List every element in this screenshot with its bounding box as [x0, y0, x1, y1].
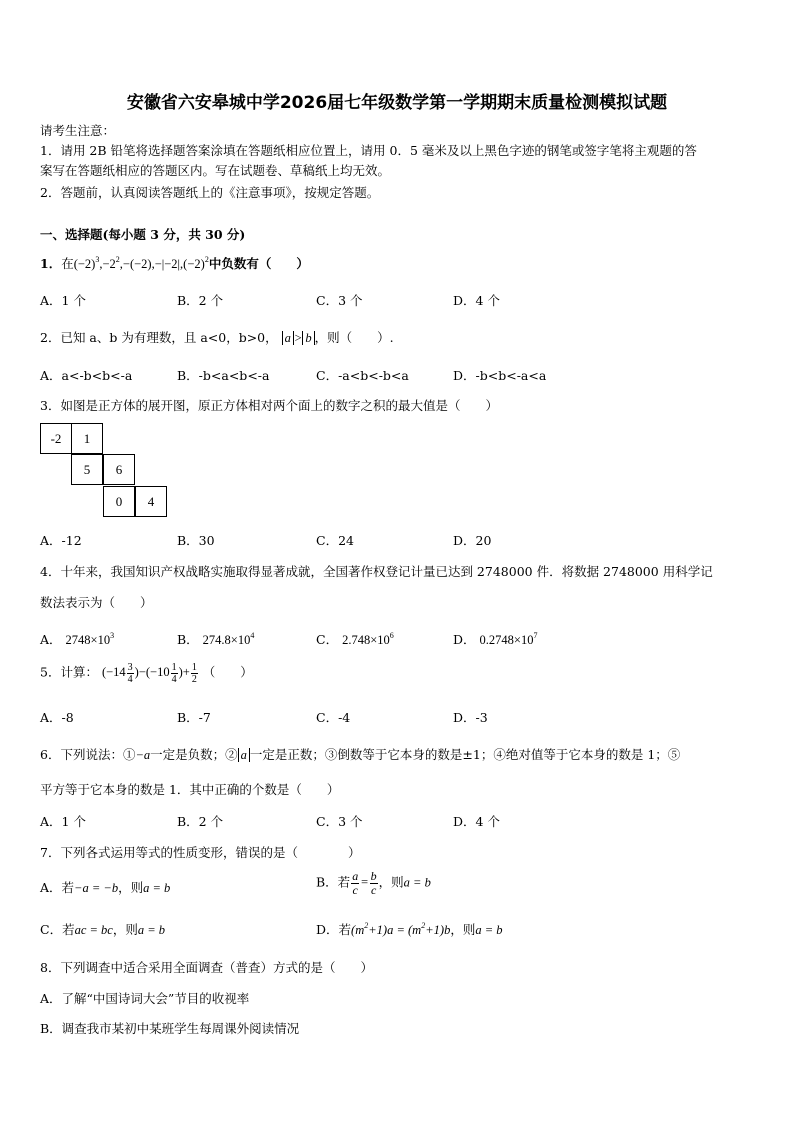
question-3: 3．如图是正方体的展开图，原正方体相对两个面上的数字之积的最大值是（ ）: [40, 398, 498, 413]
q2-option-d: D．-b<b<-a<a: [453, 368, 547, 383]
q1-number: 1．: [40, 256, 62, 271]
net-cell: 6: [103, 454, 135, 485]
q5-option-a: A．-8: [40, 710, 74, 725]
question-5: [40, 662, 253, 685]
q2-post: ，则（ ）.: [314, 330, 394, 345]
q5-option-b: B．-7: [177, 710, 211, 725]
q6-option-d: D．4 个: [453, 814, 500, 829]
q4-option-c: C． $2.748\times 10^6$: [316, 631, 394, 647]
cube-net-figure: [40, 423, 170, 518]
q3-option-c: C．24: [316, 533, 354, 548]
question-2: [40, 328, 394, 346]
q2-option-b: B．-b<a<b<-a: [177, 368, 270, 383]
q1-expression: $(-2)^3,-2^2,-(-2),-|-2|,(-2)^2$: [73, 255, 209, 271]
notice-heading: 请考生注意：: [40, 123, 116, 138]
q5-option-c: C．-4: [316, 710, 351, 725]
q1-option-b: B．2 个: [177, 293, 224, 308]
q5-post: （ ）: [202, 664, 253, 680]
q5-expression: (−14 $\frac{3}{4}$ )−(−10 $\frac{1}{4}$ )+ $\frac{1}{2}$: [101, 662, 197, 685]
q6-option-c: C．3 个: [316, 814, 363, 829]
question-1: [40, 254, 309, 272]
notice-line-1: 1．请用 2B 铅笔将选择题答案涂填在答题纸相应位置上，请用 0．5 毫米及以上黑色字迹的钢笔或签字笔将主观题的答: [40, 143, 697, 158]
question-4-line-2: 数法表示为（ ）: [40, 595, 153, 610]
net-cell: 4: [135, 486, 167, 517]
q1-pre: 在: [61, 256, 74, 271]
q4-option-d: D． $0.2748\times 10^7$: [453, 631, 538, 647]
q2-option-c: C．-a<b<-b<a: [316, 368, 409, 383]
q5-number: 5．计算：: [40, 664, 98, 680]
q3-option-a: A．-12: [40, 533, 82, 548]
notice-line-2: 案写在答题纸相应的答题区内。写在试题卷、草稿纸上均无效。: [40, 163, 391, 178]
q1-option-d: D．4 个: [453, 293, 500, 308]
net-cell: -2: [40, 423, 72, 454]
net-cell: 0: [103, 486, 135, 517]
q7-option-a: A．若−a = −b，则a = b: [40, 880, 171, 895]
q6-option-b: B．2 个: [177, 814, 224, 829]
q3-option-b: B．30: [177, 533, 215, 548]
q7-option-b: B．若 $\frac{a}{c}$ = $\frac{b}{c}$ ，则a = b: [316, 869, 431, 897]
question-7: 7．下列各式运用等式的性质变形，错误的是（ ）: [40, 845, 361, 860]
q3-option-d: D．20: [453, 533, 492, 548]
question-4-line-1: 4．十年来，我国知识产权战略实施取得显著成就，全国著作权登记计量已达到 2748000 件．将数据 2748000 用科学记: [40, 564, 713, 579]
q1-option-c: C．3 个: [316, 293, 363, 308]
net-cell: 1: [71, 423, 103, 454]
q4-option-a: A． $2748\times 10^3$: [40, 631, 115, 647]
q1-post: 中负数有（ ）: [208, 256, 309, 271]
q2-number: 2．: [40, 330, 61, 345]
q7-option-c: C．若ac = bc，则a = b: [40, 922, 166, 937]
q2-expression: a > b: [282, 331, 315, 345]
question-6-line-1: 6．下列说法：①−a一定是负数；② a 一定是正数；③倒数等于它本身的数是±1；④绝对值等于它本身的数是 1；⑤: [40, 747, 681, 762]
net-cell: 5: [71, 454, 103, 485]
q2-pre: 已知 a、b 为有理数，且 a<0，b>0，: [60, 330, 278, 345]
section-heading: 一、选择题(每小题 3 分，共 30 分): [40, 227, 246, 242]
notice-line-3: 2．答题前，认真阅读答题纸上的《注意事项》，按规定答题。: [40, 185, 380, 200]
q5-option-d: D．-3: [453, 710, 488, 725]
page-title: 安徽省六安皋城中学2026届七年级数学第一学期期末质量检测模拟试题: [126, 93, 668, 113]
q4-option-b: B． $274.8\times 10^4$: [177, 631, 255, 647]
q7-option-d: D．若$(m^2+1)a = (m^2+1)b$，则a = b: [316, 921, 503, 937]
q1-option-a: A．1 个: [40, 293, 86, 308]
q2-option-a: A．a<-b<b<-a: [40, 368, 133, 383]
q6-option-a: A．1 个: [40, 814, 86, 829]
q8-option-a: A．了解“中国诗词大会”节目的收视率: [40, 991, 250, 1006]
q8-option-b: B．调查我市某初中某班学生每周课外阅读情况: [40, 1021, 300, 1036]
question-6-line-2: 平方等于它本身的数是 1．其中正确的个数是（ ）: [40, 782, 340, 797]
question-8: 8．下列调查中适合采用全面调查（普查）方式的是（ ）: [40, 960, 373, 975]
